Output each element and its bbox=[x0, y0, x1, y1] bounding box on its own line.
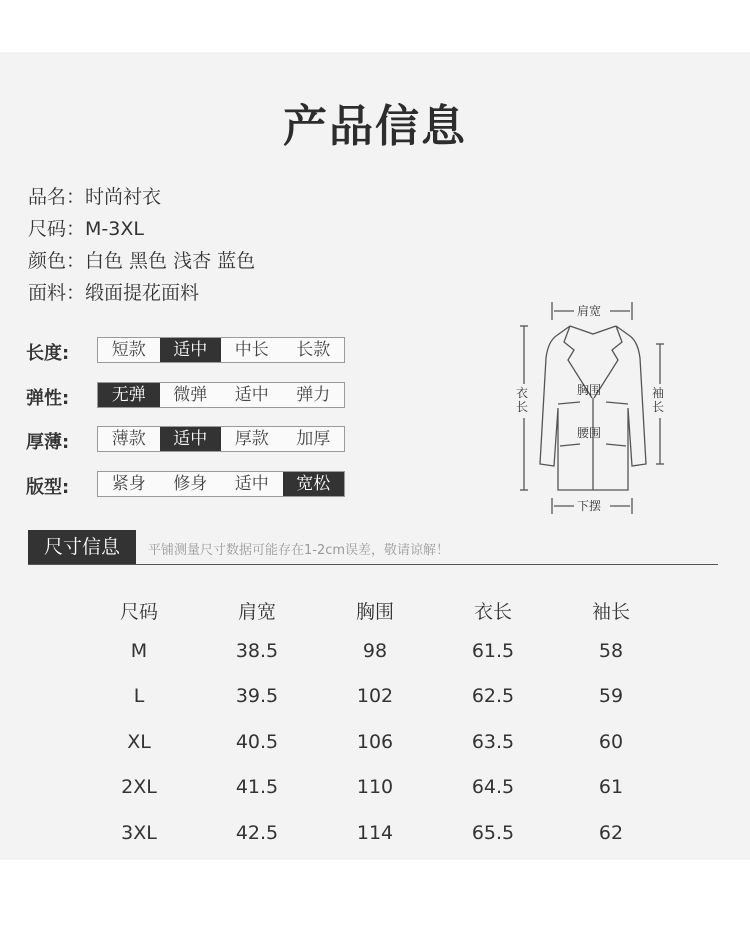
table-row bbox=[80, 810, 670, 856]
info-name bbox=[28, 182, 161, 209]
size-section-tag: 尺寸信息 bbox=[28, 530, 136, 564]
coat-outline-icon bbox=[510, 298, 670, 520]
table-cell: 38.5 bbox=[235, 639, 279, 662]
diagram-chest-label: 胸围 bbox=[577, 383, 602, 397]
table-cell: M bbox=[130, 639, 148, 662]
info-fabric-label: 面料： bbox=[28, 282, 86, 304]
table-header-cell: 肩宽 bbox=[237, 600, 276, 623]
size-section-header bbox=[28, 530, 718, 564]
attr-option: 厚款 bbox=[234, 429, 269, 449]
garment-diagram bbox=[510, 298, 670, 520]
attr-option: 中长 bbox=[234, 340, 269, 360]
attr-option: 适中 bbox=[234, 474, 269, 494]
info-name-value: 时尚衬衣 bbox=[85, 186, 162, 208]
attr-fit-label: 版型: bbox=[26, 477, 70, 498]
table-cell: 41.5 bbox=[235, 776, 279, 799]
size-section-note: 平铺测量尺寸数据可能存在1-2cm误差，敬请谅解！ bbox=[148, 543, 450, 558]
table-header-cell: 衣长 bbox=[473, 600, 512, 623]
table-cell: 58 bbox=[598, 639, 624, 662]
table-header-cell: 袖长 bbox=[591, 600, 630, 623]
info-size-label: 尺码： bbox=[28, 218, 86, 240]
info-fabric-value: 缎面提花面料 bbox=[85, 282, 200, 304]
table-cell: 42.5 bbox=[235, 821, 279, 844]
table-cell: 98 bbox=[362, 639, 388, 662]
info-size-value: M-3XL bbox=[85, 218, 144, 240]
info-name-label: 品名： bbox=[28, 186, 86, 208]
table-cell: 114 bbox=[356, 821, 394, 844]
attr-option: 短款 bbox=[111, 340, 146, 360]
table-row bbox=[80, 674, 670, 720]
table-row bbox=[80, 765, 670, 811]
table-header-cell: 尺码 bbox=[119, 600, 158, 623]
table-cell: 64.5 bbox=[471, 776, 515, 799]
attr-option: 宽松 bbox=[283, 472, 345, 496]
table-cell: 63.5 bbox=[471, 730, 515, 753]
attr-option: 长款 bbox=[296, 340, 331, 360]
attr-option: 加厚 bbox=[296, 429, 331, 449]
attr-elasticity-options bbox=[97, 382, 345, 408]
info-size bbox=[28, 214, 144, 241]
diagram-waist-label: 腰围 bbox=[577, 426, 602, 440]
diagram-sleeve-label: 袖长 bbox=[652, 386, 665, 414]
page-title: 产品信息 bbox=[283, 101, 467, 152]
diagram-shoulder-label: 肩宽 bbox=[577, 304, 602, 318]
table-cell: 40.5 bbox=[235, 730, 279, 753]
attr-option: 薄款 bbox=[111, 429, 146, 449]
table-cell: 39.5 bbox=[235, 685, 279, 708]
table-cell: 102 bbox=[356, 685, 394, 708]
info-color-label: 颜色： bbox=[28, 250, 86, 272]
table-cell: 61.5 bbox=[471, 639, 515, 662]
table-cell: 59 bbox=[598, 685, 624, 708]
attr-length-options bbox=[97, 337, 345, 363]
table-cell: XL bbox=[127, 730, 151, 753]
attr-option: 适中 bbox=[234, 385, 269, 405]
attr-thickness-label: 厚薄: bbox=[26, 432, 70, 453]
attr-fit-options bbox=[97, 471, 345, 497]
table-cell: 2XL bbox=[121, 776, 157, 799]
attr-option: 无弹 bbox=[98, 383, 160, 407]
table-row bbox=[80, 628, 670, 674]
table-cell: 65.5 bbox=[471, 821, 515, 844]
table-cell: 62.5 bbox=[471, 685, 515, 708]
attr-option: 微弹 bbox=[173, 385, 208, 405]
attr-elasticity-label: 弹性: bbox=[26, 388, 70, 409]
diagram-hem-label: 下摆 bbox=[577, 499, 602, 513]
table-cell: 110 bbox=[356, 776, 394, 799]
table-cell: L bbox=[133, 685, 145, 708]
size-table bbox=[80, 592, 670, 856]
table-header-cell: 胸围 bbox=[355, 600, 394, 623]
attr-length-label: 长度: bbox=[26, 343, 70, 364]
attr-option: 修身 bbox=[173, 474, 208, 494]
table-cell: 3XL bbox=[121, 821, 157, 844]
table-cell: 60 bbox=[598, 730, 624, 753]
attr-thickness-options bbox=[97, 426, 345, 452]
attr-option: 紧身 bbox=[111, 474, 146, 494]
info-color bbox=[28, 246, 255, 273]
info-color-value: 白色 黑色 浅杏 蓝色 bbox=[85, 250, 256, 272]
info-fabric bbox=[28, 278, 199, 305]
table-cell: 61 bbox=[598, 776, 624, 799]
divider bbox=[28, 564, 718, 565]
table-row bbox=[80, 719, 670, 765]
attr-option: 适中 bbox=[160, 338, 222, 362]
table-header-row bbox=[80, 592, 670, 628]
table-cell: 62 bbox=[598, 821, 624, 844]
attr-option: 适中 bbox=[160, 427, 222, 451]
diagram-length-label: 衣长 bbox=[516, 386, 529, 414]
attr-option: 弹力 bbox=[296, 385, 331, 405]
table-cell: 106 bbox=[356, 730, 394, 753]
